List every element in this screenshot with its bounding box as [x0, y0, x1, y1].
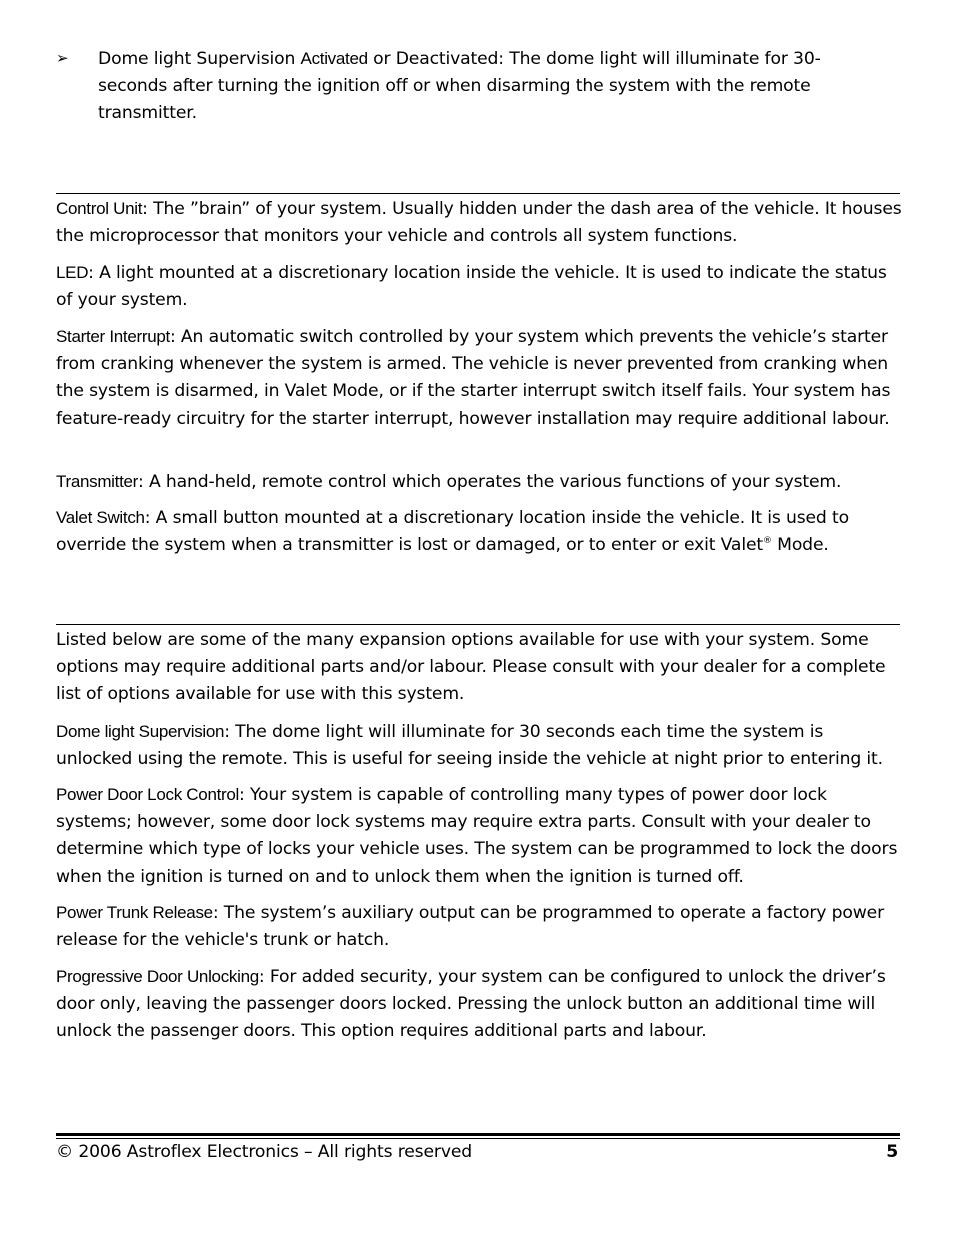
definition-text: : A light mounted at a discretionary location inside the vehicle. It is used to indicate the status of your system.: [56, 263, 887, 311]
definition-control-unit: [56, 195, 904, 250]
options-intro: Listed below are some of the many expansion options available for use with your system. Some options may require additional parts and/or labour. Please consult with your dealer for a complete list of options available for use with this system.: [56, 630, 886, 705]
option-term: Power Trunk Release: [56, 903, 213, 922]
option-term: Power Door Lock Control: [56, 785, 240, 804]
option-term: Progressive Door Unlocking: [56, 967, 259, 986]
definition-text: : An automatic switch controlled by your system which prevents the vehicle’s starter from cranking whenever the system is armed. The vehicle is never prevented from cranking when the system is disarmed, in Valet Mode, or if the starter interrupt switch itself fails. Your system has feature-ready circuitry for the starter interrupt, however installation may require additional labour.: [56, 327, 891, 429]
definition-text: : A hand-held, remote control which operates the various functions of your system.: [138, 472, 842, 492]
option-text: : Your system is capable of controlling many types of power door lock systems; however, some door lock systems may require extra parts. Consult with your dealer to determine which type of locks your vehicle uses. The system can be programmed to lock the doors when the ignition is turned on and to unlock them when the ignition is turned off.: [56, 785, 898, 887]
option-dome-light-supervision: [56, 718, 904, 773]
definition-term: Transmitter: [56, 472, 139, 491]
definition-term: Valet Switch: [56, 508, 145, 527]
section-divider: [56, 193, 900, 194]
footer-copyright: © 2006 Astroflex Electronics – All rights reserved: [56, 1142, 473, 1162]
definition-starter-interrupt: [56, 323, 904, 433]
bullet-lead: Dome light Supervision: [98, 49, 301, 69]
bullet-text: [98, 45, 856, 128]
definition-term: LED: [56, 263, 89, 282]
option-power-trunk-release: [56, 899, 904, 954]
definition-term: Control Unit: [56, 199, 143, 218]
registered-mark: ®: [762, 536, 772, 547]
section-divider: [56, 624, 900, 625]
dome-light-option-bullet: [56, 45, 856, 128]
footer-rule: [56, 1133, 900, 1136]
page-number: 5: [886, 1142, 898, 1162]
option-text: : For added security, your system can be configured to unlock the driver’s door only, leaving the passenger doors locked. Pressing the unlock button an additional time will unlock the passenger doors. This option requires additional parts and labour.: [56, 967, 886, 1042]
option-term: Dome light Supervision: [56, 722, 225, 741]
option-power-door-lock-control: [56, 781, 904, 891]
arrow-bullet-icon: ➢: [56, 49, 69, 67]
definition-led: [56, 259, 904, 314]
definition-transmitter: [56, 468, 904, 496]
definition-term: Starter Interrupt: [56, 327, 170, 346]
option-text: : The dome light will illuminate for 30 seconds each time the system is unlocked using the remote. This is useful for seeing inside the vehicle at night prior to entering it.: [56, 722, 883, 770]
bullet-rest: or Deactivated: The dome light will illuminate for 30-seconds after turning the ignition off or when disarming the system with the remote transmitter.: [98, 49, 821, 124]
bullet-term: Activated: [300, 49, 368, 68]
option-text: : The system’s auxiliary output can be programmed to operate a factory power release for the vehicle's trunk or hatch.: [56, 903, 884, 951]
definition-text: : A small button mounted at a discretionary location inside the vehicle. It is used to override the system when a transmitter is lost or damaged, or to enter or exit Valet: [56, 508, 849, 556]
definition-valet-switch: [56, 504, 904, 559]
option-progressive-door-unlocking: [56, 963, 904, 1046]
definition-tail: Mode.: [771, 535, 829, 556]
definition-text: : The ”brain” of your system. Usually hidden under the dash area of the vehicle. It houses the microprocessor that monitors your vehicle and controls all system functions.: [56, 199, 902, 247]
